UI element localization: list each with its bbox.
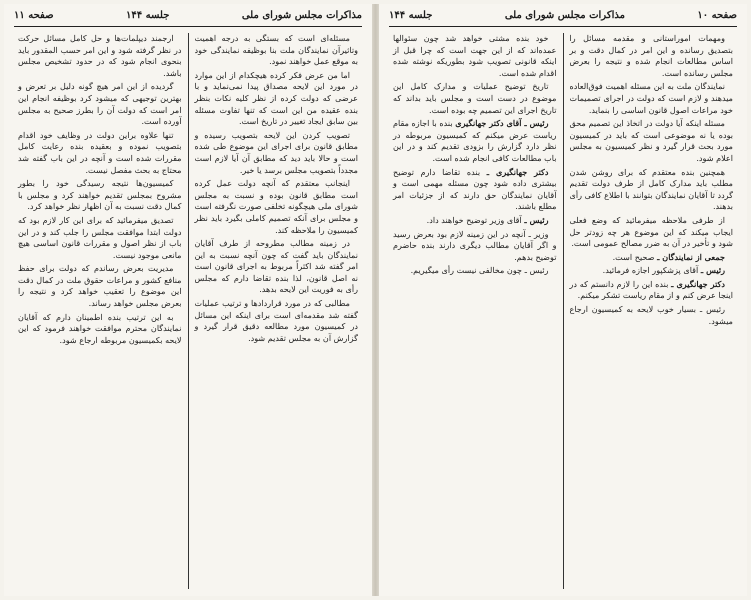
page-header bbox=[389, 4, 737, 27]
speech-text: آقای پزشکپور اجازه فرمائید. bbox=[602, 265, 699, 276]
speaker-line bbox=[393, 167, 557, 213]
page-right bbox=[379, 4, 747, 596]
page-header bbox=[14, 4, 362, 27]
column-divider bbox=[563, 33, 564, 589]
paragraph: رئیس ـ چون مخالفی نیست رأی میگیریم. bbox=[410, 265, 549, 276]
speaker-name: دکتر جهانگیری ـ bbox=[671, 278, 725, 289]
paragraph: از طرفی ملاحظه میفرمائید که وضع فعلی ایجاب میکند که این موضوع هر چه زودتر حل شود و تأخیر در آن به ضرر مصالح عمومی است. bbox=[569, 214, 733, 249]
speaker-line bbox=[570, 265, 734, 277]
page-number: صفحه ۱۱ bbox=[14, 9, 54, 21]
paragraph: وزیر ـ آنچه در این زمینه لازم بود بعرض رسید و اگر آقایان مطالب دیگری دارند بنده حاضرم توضیح بدهم. bbox=[393, 228, 557, 262]
columns bbox=[389, 33, 737, 589]
speaker-name: رئیس ـ bbox=[524, 214, 549, 225]
paragraph: اما من عرض فکر کرده هیچکدام از این موارد در مورد این لایحه مصداق پیدا نمی‌نماید و با عرضی که دولت کرده از نظر کلیه نکات بنظر بنده عقیده من این است که تنها تفاوت مسئله بین سابق ایجاد تغییر در تاریخ است. bbox=[194, 69, 358, 127]
paragraph: مدیریت بعرض رساندم که دولت برای حفظ منافع کشور و مراعات حقوق ملت در کمال دقت این موضوع را تعقیب خواهد کرد و نتیجه را بعرض مجلس خواهد رساند. bbox=[18, 263, 182, 309]
page-title: مذاکرات مجلس شورای ملی bbox=[504, 9, 625, 21]
session-label: جلسه ۱۴۴ bbox=[126, 9, 170, 21]
page-left bbox=[4, 4, 372, 596]
speaker-name: دکتر جهانگیری ـ bbox=[486, 166, 549, 177]
paragraph: تاریخ توضیح عملیات و مدارک کامل این موضوع در دست است و مجلس باید بداند که تاریخ اجرای این تصمیم چه بوده است. bbox=[393, 81, 557, 115]
column-right bbox=[191, 33, 363, 589]
paragraph: ومهمات اموراستانی و مقدمه مسائل را بتصدیق رسانده و این امر در کمال دقت و بر اساس مطالعات انجام شده و نتیجه را بعرض مجلس رسانده است. bbox=[569, 33, 733, 78]
page-number: صفحه ۱۰ bbox=[697, 9, 737, 21]
paragraph: رئیس ـ بسیار خوب لایحه به کمیسیون ارجاع میشود. bbox=[569, 304, 733, 326]
paragraph: تنها علاوه براین دولت در وظایف خود اقدام بتصویب نموده و بعقیده بنده رعایت کامل مقررات شده است و آنچه در این باب گفته شد محتاج به بحث مفصل نیست. bbox=[18, 129, 182, 175]
speaker-name: رئیس ـ آقای دکتر جهانگیری bbox=[455, 118, 549, 129]
session-label: جلسه ۱۴۴ bbox=[389, 9, 433, 21]
paragraph: مطالبی که در مورد قراردادها و ترتیب عملیات گفته شد مقدمه‌ای است برای اینکه این مسائل در کمیسیون مورد مطالعه دقیق قرار گیرد و گزارش آن به مجلس تقدیم شود. bbox=[194, 298, 358, 343]
speech-text: بنده با اجازه مقام ریاست عرض میکنم که کمیسیون مربوطه در نظر دارد گزارش را بزودی تقدیم کند و در این باب مطالعات کافی انجام شده است. bbox=[393, 118, 557, 163]
speaker-line bbox=[393, 118, 557, 164]
paragraph: نمایندگان ملت به این مسئله اهمیت فوق‌العاده میدهند و لازم است که دولت در اجرای تصمیمات خود مراعات اصول قانون اساسی را بنماید. bbox=[569, 81, 733, 115]
paragraph: تصدیق میفرمائید که برای این کار لازم بود که دولت ابتدا موافقت مجلس را جلب کند و در این باب از نظر اصول و مقررات قانون اساسی هیچ مانعی موجود نیست. bbox=[18, 214, 182, 260]
speech-text: صحیح است. bbox=[612, 251, 655, 262]
paragraph: همچنین بنده معتقدم که برای روشن شدن مطلب باید مدارک کامل از طرف دولت تقدیم گردد تا آقایان نمایندگان بتوانند با اطلاع کافی رأی بدهند. bbox=[569, 166, 733, 212]
paragraph: اینجانب معتقدم که آنچه دولت عمل کرده است مطابق قانون بوده و نسبت به مجلس شورای ملی هیچگونه تخلفی صورت نگرفته است و مجلس برای آنکه تصمیم کاملی بگیرد باید نظر کمیسیون را ملاحظه کند. bbox=[194, 178, 358, 235]
paragraph: در زمینه مطالب مطروحه از طرف آقایان نمایندگان باید گفت که چون آنچه نسبت به این امر گفته شد اکثراً مربوط به اجرای قانون است نه اصل قانون، لذا بنده تقاضا دارم که مجلس رأی به فوریت این لایحه بدهد. bbox=[194, 238, 358, 295]
speaker-line bbox=[570, 252, 734, 264]
column-divider bbox=[188, 33, 189, 589]
paragraph: مسئله‌ای است که بستگی به درجه اهمیت وتاثیرآن نمایندگان ملت بنا بوظیفه نمایندگی خود به موقع عمل خواهند نمود. bbox=[194, 33, 358, 67]
speaker-name: رئیس ـ bbox=[700, 265, 725, 276]
document-spread bbox=[4, 4, 747, 596]
speech-text: آقای وزیر توضیح خواهند داد. bbox=[426, 214, 522, 225]
paragraph: کمیسیون‌ها نتیجه رسیدگی خود را بطور مشروح بمجلس تقدیم خواهند کرد و مجلس با کمال دقت نسبت به آن اظهار نظر خواهد کرد. bbox=[18, 178, 182, 212]
speaker-name: جمعی از نمایندگان ـ bbox=[657, 251, 725, 262]
paragraph: خود بنده مشتی خواهد شد چون سئوالها عمده‌اند که از این جهت است که چرا قبل از اینکه قانونی تصویب شود بطوریکه نوشته شده اقدام شده است. bbox=[393, 33, 557, 78]
paragraph: مسئله اینکه آیا دولت در اتخاذ این تصمیم محق بوده یا نه موضوعی است که باید در کمیسیون مورد بحث قرار گیرد و نظر کمیسیون به مجلس اعلام شود. bbox=[569, 118, 733, 163]
column-left bbox=[14, 33, 186, 589]
paragraph: ارجمند دیپلمات‌ها و حل کامل مسائل حرکت در نظر گرفته شود و این امر حسب المقدور باید بنحوی انجام شود که در حدود تشخیص مجلس باشد. bbox=[18, 33, 182, 78]
paragraph: گردیده از این امر هیچ گونه دلیل بر تعرض و بهترین توجیهی که میشود کرد بوظیفه انجام این امر است که دولت آن را بطرز صحیح به مجلس آورده است. bbox=[18, 81, 182, 127]
paragraph: به این ترتیب بنده اطمینان دارم که آقایان نمایندگان محترم موافقت خواهند فرمود که این لایحه بکمیسیون مربوطه ارجاع شود. bbox=[18, 311, 182, 345]
book-gutter bbox=[372, 4, 379, 596]
speech-text: بنده این را لازم دانستم که در اینجا عرض کنم و از مقام ریاست تشکر میکنم. bbox=[569, 278, 733, 301]
columns bbox=[14, 33, 362, 589]
speaker-line bbox=[570, 279, 734, 302]
page-title: مذاکرات مجلس شورای ملی bbox=[241, 9, 362, 21]
column-right bbox=[566, 33, 738, 589]
speaker-line bbox=[393, 215, 557, 227]
column-left bbox=[389, 33, 561, 589]
paragraph: تصویب کردن این لایحه بتصویب رسیده و مطابق قانون برای اجرای این موضوع طی شده است و حالا باید دید که مطابق آن آیا لازم است مجدداً بتصویب مجلس برسد یا خیر. bbox=[194, 129, 358, 175]
speech-text: بنده تقاضا دارم توضیح بیشتری داده شود چون مسئله مهمی است و آقایان نمایندگان حق دارند که از جزئیات امر مطلع باشند. bbox=[393, 166, 557, 212]
